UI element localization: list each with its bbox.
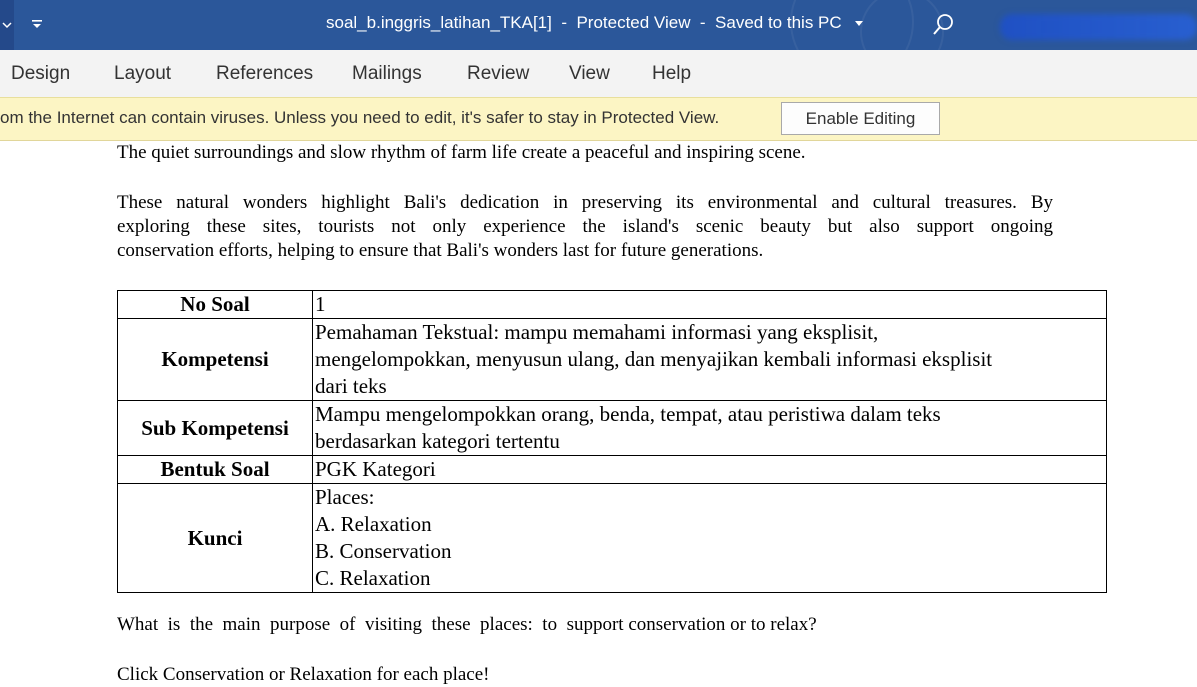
table-row (118, 291, 1107, 319)
document-page[interactable] (0, 141, 1197, 685)
blurred-account-area (1000, 14, 1197, 40)
tab-help[interactable]: Help (652, 63, 692, 84)
document-title-area[interactable] (326, 13, 864, 33)
title-bar (0, 0, 1197, 50)
cell-line: berdasarkan kategori tertentu (315, 429, 560, 453)
customize-quick-access-button[interactable] (27, 14, 47, 34)
table-row (118, 484, 1107, 593)
table-label-cell: Bentuk Soal (118, 456, 313, 484)
tab-review[interactable]: Review (467, 63, 530, 84)
paragraph-line: These natural wonders highlight Bali's dedication in preserving its environmental and cultural treasures. By (117, 192, 1053, 213)
title-separator: - (551, 13, 577, 32)
tab-view[interactable]: View (569, 63, 610, 84)
tab-layout[interactable]: Layout (114, 63, 172, 84)
search-button[interactable] (930, 12, 956, 38)
chevron-down-icon (2, 21, 12, 29)
table-label-cell: Sub Kompetensi (118, 401, 313, 456)
partially-visible-line: Click Conservation or Relaxation for each place! (117, 664, 490, 685)
cell-line: B. Conservation (315, 539, 452, 563)
cell-line: Pemahaman Tekstual: mampu memahami informasi yang eksplisit, (315, 320, 879, 344)
table-label-cell: Kunci (118, 484, 313, 593)
paragraph-line: exploring these sites, tourists not only experience the island's scenic beauty but also support ongoing (117, 216, 1053, 237)
cell-line: Places: (315, 485, 375, 509)
table-value-cell (313, 456, 1107, 484)
table-value-cell (313, 291, 1107, 319)
paragraph-line: conservation efforts, helping to ensure that Bali's wonders last for future generations. (117, 240, 764, 261)
cell-line: 1 (315, 292, 326, 316)
view-mode: Protected View (576, 13, 691, 32)
cell-line: C. Relaxation (315, 566, 431, 590)
cell-line: A. Relaxation (315, 512, 432, 536)
search-icon (930, 12, 956, 38)
title-separator: - (690, 13, 716, 32)
tab-references[interactable]: References (216, 63, 314, 84)
caret-down-icon (854, 21, 864, 27)
table-row (118, 456, 1107, 484)
top-line (117, 141, 1053, 165)
cell-line: Mampu mengelompokkan orang, benda, tempat, atau peristiwa dalam teks (315, 402, 941, 426)
enable-editing-button[interactable]: Enable Editing (781, 102, 940, 135)
tab-design[interactable]: Design (11, 63, 71, 84)
question-text: What is the main purpose of visiting these places: to support conservation or to relax? (117, 614, 817, 635)
body-paragraph (117, 191, 1053, 263)
tab-mailings[interactable]: Mailings (352, 63, 422, 84)
table-row (118, 319, 1107, 401)
cell-line: PGK Kategori (315, 457, 436, 481)
document-title: soal_b.inggris_latihan_TKA[1] (326, 13, 552, 32)
save-status: Saved to this PC (715, 13, 842, 32)
table-value-cell (313, 484, 1107, 593)
cell-line: dari teks (315, 374, 387, 398)
cell-line: mengelompokkan, menyusun ulang, dan menyajikan kembali informasi eksplisit (315, 347, 993, 371)
ribbon-tabs (0, 50, 1197, 97)
protected-view-bar (0, 97, 1197, 141)
table-value-cell (313, 401, 1107, 456)
table-label-cell: Kompetensi (118, 319, 313, 401)
customize-quick-access-icon (30, 18, 44, 30)
table-label-cell: No Soal (118, 291, 313, 319)
paragraph-line: The quiet surroundings and slow rhythm of farm life create a peaceful and inspiring scene. (117, 142, 806, 163)
table-row (118, 401, 1107, 456)
window-menu-chevron-icon[interactable] (0, 0, 14, 50)
table-value-cell (313, 319, 1107, 401)
question-table (117, 290, 1107, 593)
protected-view-message: om the Internet can contain viruses. Unless you need to edit, it's safer to stay in Protected View. (0, 108, 720, 127)
